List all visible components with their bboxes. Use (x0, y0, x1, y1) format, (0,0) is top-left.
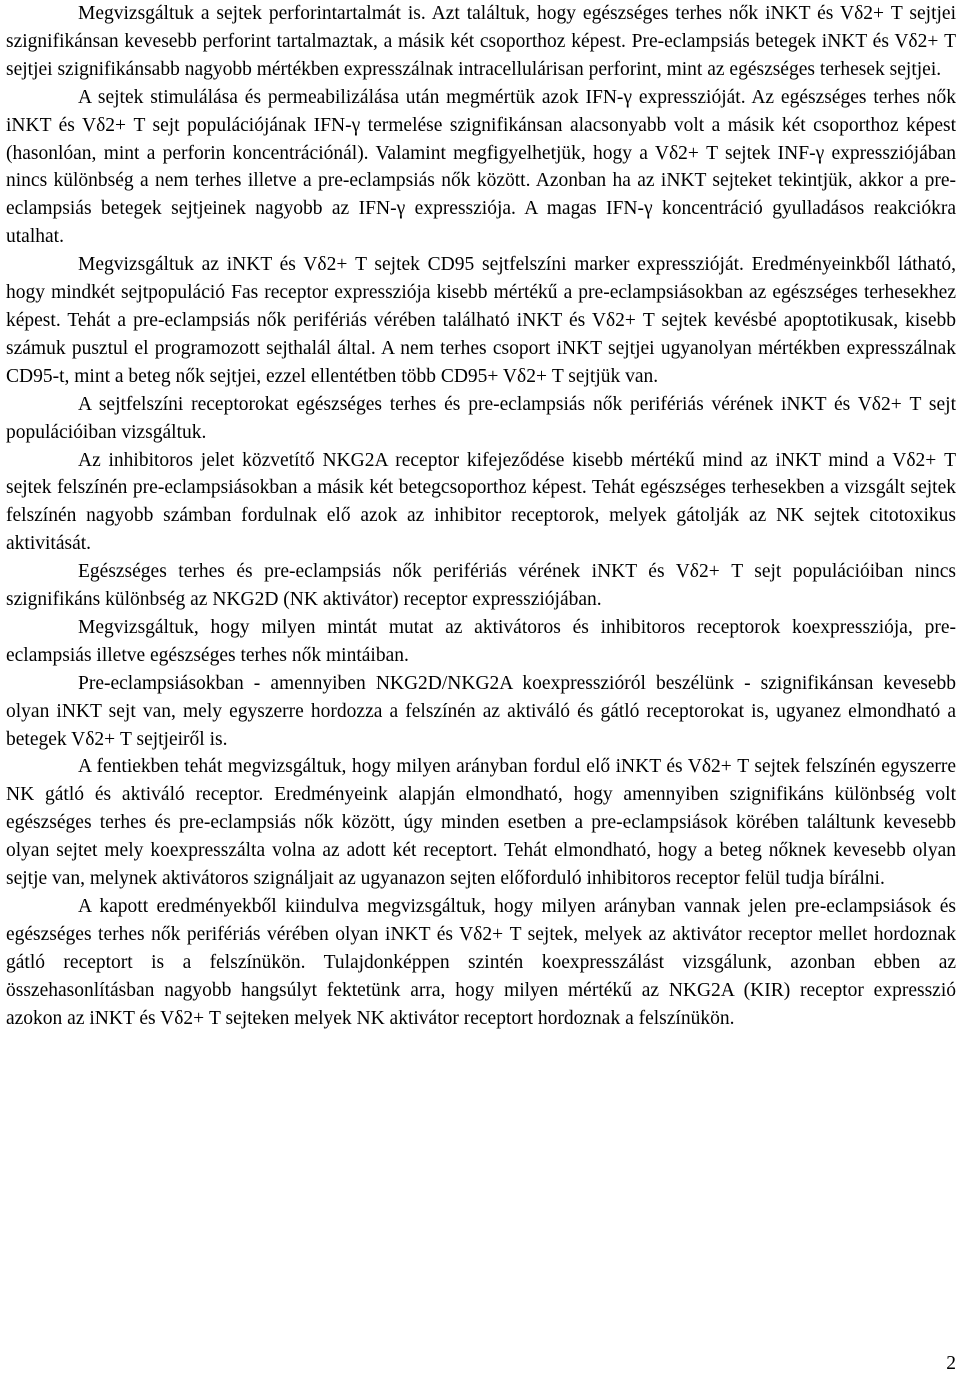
paragraph-cd95: Megvizsgáltuk az iNKT és Vδ2+ T sejtek CD95 sejtfelszíni marker expresszióját. Eredményeinkből látható, hogy mindkét sejtpopuláció Fas receptor expressziója kisebb mértékű a pre-eclampsiásokban az egészséges terhesekhez képest. Tehát a pre-eclampsiás nők perifériás vérében található iNKT és Vδ2+ T sejtek kevésbé apoptotikusak, kisebb számuk pusztul el programozott sejthalál által. A nem terhes csoport iNKT sejtjei ugyanolyan mértékben expresszálnak CD95-t, mint a beteg nők sejtjei, ezzel ellentétben több CD95+ Vδ2+ T sejtjük van. (6, 254, 956, 387)
paragraph-nkg2d: Egészséges terhes és pre-eclampsiás nők perifériás vérének iNKT és Vδ2+ T sejt populációiban nincs szignifikáns különbség az NKG2D (NK aktivátor) receptor expressziójában. (6, 561, 956, 611)
paragraph-summary: A fentiekben tehát megvizsgáltuk, hogy milyen arányban fordul elő iNKT és Vδ2+ T sejtek felszínén egyszerre NK gátló és aktiváló receptor. Eredményeink alapján elmondható, hogy amennyiben szignifikáns különbség volt egészséges terhes és pre-eclampsiás nők között, úgy minden esetben a pre-eclampsiások körében találtunk kevesebb olyan sejtet mely koexpresszálta volna az adott két receptort. Tehát elmondható, hogy a beteg nőknek kevesebb olyan sejtje van, melynek aktivátoros szignáljait az ugyanazon sejten előforduló inhibitoros receptor felül tudja bírálni. (6, 756, 956, 890)
paragraph-surface-receptors: A sejtfelszíni receptorokat egészséges terhes és pre-eclampsiás nők perifériás vérének iNKT és Vδ2+ T sejt populációiban vizsgáltuk. (6, 393, 956, 443)
document-page (6, 0, 956, 1033)
paragraph-perforin: Megvizsgáltuk a sejtek perforintartalmát is. Azt találtuk, hogy egészséges terhes nők iNKT és Vδ2+ T sejtjei szignifikánsan kevesebb perforint tartalmaztak, a másik két csoporthoz képest. Pre-eclampsiás betegek iNKT és Vδ2+ T sejtjei szignifikánsabb nagyobb mértékben expresszálnak intracellulárisan perforint, mint az egészséges terhesek sejtjei. (6, 3, 956, 80)
paragraph-coexpression-intro: Megvizsgáltuk, hogy milyen mintát mutat az aktivátoros és inhibitoros receptorok koexpressziója, pre-eclampsiás illetve egészséges terhes nők mintáiban. (6, 616, 956, 666)
paragraph-ifn-gamma: A sejtek stimulálása és permeabilizálása után megmértük azok IFN-γ expresszióját. Az egészséges terhes nők iNKT és Vδ2+ T sejt populációjának IFN-γ termelése szignifikánsan alacsonyabb volt a másik két csoporthoz képest (hasonlóan, mint a perforin koncentrációnál). Valamint megfigyelhetjük, hogy a Vδ2+ T sejtek INF-γ expressziójában nincs különbség a nem terhes illetve a pre-eclampsiás nők között. Azonban ha az iNKT sejteket tekintjük, akkor a pre-eclampsiás betegek sejtjeinek nagyobb az IFN-γ expressziója. A magas IFN-γ koncentráció gyulladásos reakciókra utalhat. (6, 86, 956, 248)
page-number: 2 (946, 1353, 956, 1374)
paragraph-coexpression-results: Pre-eclampsiásokban - amennyiben NKG2D/NKG2A koexpresszióról beszélünk - szignifikánsan kevesebb olyan iNKT sejt van, mely egyszerre hordozza a felszínén az aktiváló és gátló receptorokat is, ugyanez elmondható a betegek Vδ2+ T sejtjeiről is. (6, 672, 956, 750)
paragraph-further-analysis: A kapott eredményekből kiindulva megvizsgáltuk, hogy milyen arányban vannak jelen pre-eclampsiások és egészséges terhes nők perifériás vérében olyan iNKT és Vδ2+ T sejtek, melyek az aktivátor receptor mellet hordoznak gátló receptort is a felszínükön. Tulajdonképpen szintén koexpresszálást vizsgálunk, azonban ebben az összehasonlításban nagyobb hangsúlyt fektetünk arra, hogy milyen mértékű az NKG2A (KIR) receptor expresszió azokon az iNKT és Vδ2+ T sejteken melyek NK aktivátor receptort hordoznak a felszínükön. (6, 896, 956, 1029)
paragraph-nkg2a: Az inhibitoros jelet közvetítő NKG2A receptor kifejeződése kisebb mértékű mind az iNKT mind a Vδ2+ T sejtek felszínén pre-eclampsiásokban a másik két betegcsoporthoz képest. Tehát egészséges terhesekben a vizsgált sejtek felszínén nagyobb számban fordulnak elő azok az inhibitor receptorok, melyek gátolják az NK sejtek citotoxikus aktivitását. (6, 449, 956, 555)
